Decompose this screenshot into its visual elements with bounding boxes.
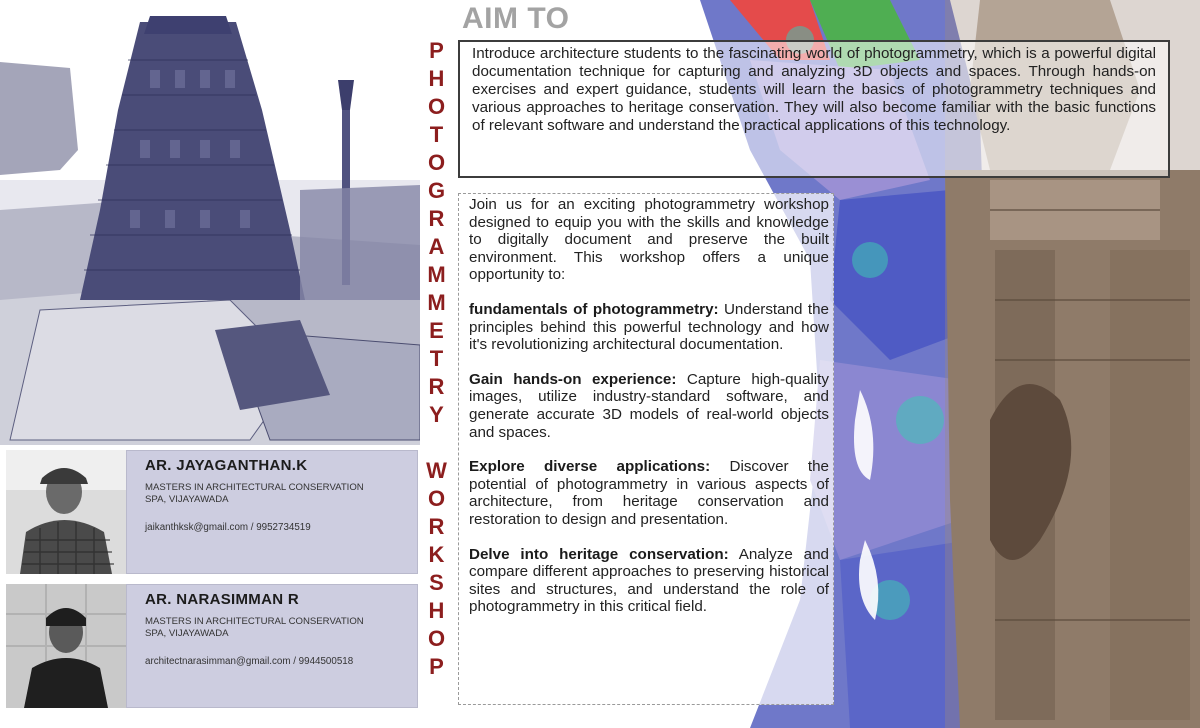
- speaker-info-2: [126, 584, 418, 708]
- point-title: Delve into heritage conservation:: [469, 545, 729, 563]
- speaker-qualification: MASTERS IN ARCHITECTURAL CONSERVATION: [145, 482, 364, 493]
- point-paragraph: [469, 458, 829, 528]
- intro-paragraph: Join us for an exciting photogrammetry workshop designed to equip you with the skills and knowledge to digitally document and preserve the built environment. This workshop offers a unique opportunity to:: [469, 196, 829, 284]
- speaker-qualification: MASTERS IN ARCHITECTURAL CONSERVATION: [145, 616, 364, 627]
- speaker-name: AR. NARASIMMAN R: [145, 591, 299, 608]
- point-paragraph: [469, 546, 829, 616]
- workshop-title: PHOTOGRAMMETRY WORKSHOP: [424, 38, 449, 682]
- point-title: Gain hands-on experience:: [469, 370, 677, 388]
- point-title: fundamentals of photogrammetry:: [469, 300, 719, 318]
- point-text: Analyze and compare different approaches to preserving historical sites and structures, and understand the role of photogrammetry in this critical field.: [469, 545, 829, 616]
- point-paragraph: [469, 301, 829, 354]
- speaker-card-2: [2, 582, 418, 710]
- aim-box: [458, 40, 1170, 178]
- speaker-contact: jaikanthksk@gmail.com / 9952734519: [145, 522, 311, 533]
- aim-heading: AIM TO: [462, 2, 570, 35]
- speaker-card-1: [2, 448, 418, 576]
- temple-sketch-image: [0, 0, 420, 445]
- point-text: Understand the principles behind this powerful technology and how it's revolutionizing architectural documentation.: [469, 300, 829, 354]
- point-paragraph: [469, 371, 829, 441]
- speaker-photo-1: [6, 450, 126, 574]
- speaker-institute: SPA, VIJAYAWADA: [145, 628, 229, 639]
- speaker-institute: SPA, VIJAYAWADA: [145, 494, 229, 505]
- aim-text: Introduce architecture students to the fascinating world of photogrammetry, which is a powerful digital documentation technique for capturing and analyzing 3D objects and spaces. Through hands-on exercises and expert guidance, students will learn the basics of photogrammetry techniques and various approaches to heritage conservation. They will also become familiar with the basic functions of relevant software and understand the practical applications of this technology.: [472, 45, 1156, 134]
- speaker-photo-2: [6, 584, 126, 708]
- point-title: Explore diverse applications:: [469, 458, 711, 476]
- speaker-info-1: [126, 450, 418, 574]
- point-text: Capture high-quality images, utilize industry-standard software, and generate accurate 3D models of real-world objects and spaces.: [469, 370, 829, 441]
- speaker-name: AR. JAYAGANTHAN.K: [145, 457, 308, 474]
- details-box: [458, 193, 834, 705]
- point-text: Discover the potential of photogrammetry in various aspects of architecture, from heritage conservation and restoration to design and presentation.: [469, 458, 829, 528]
- speaker-contact: architectnarasimman@gmail.com / 9944500518: [145, 656, 354, 667]
